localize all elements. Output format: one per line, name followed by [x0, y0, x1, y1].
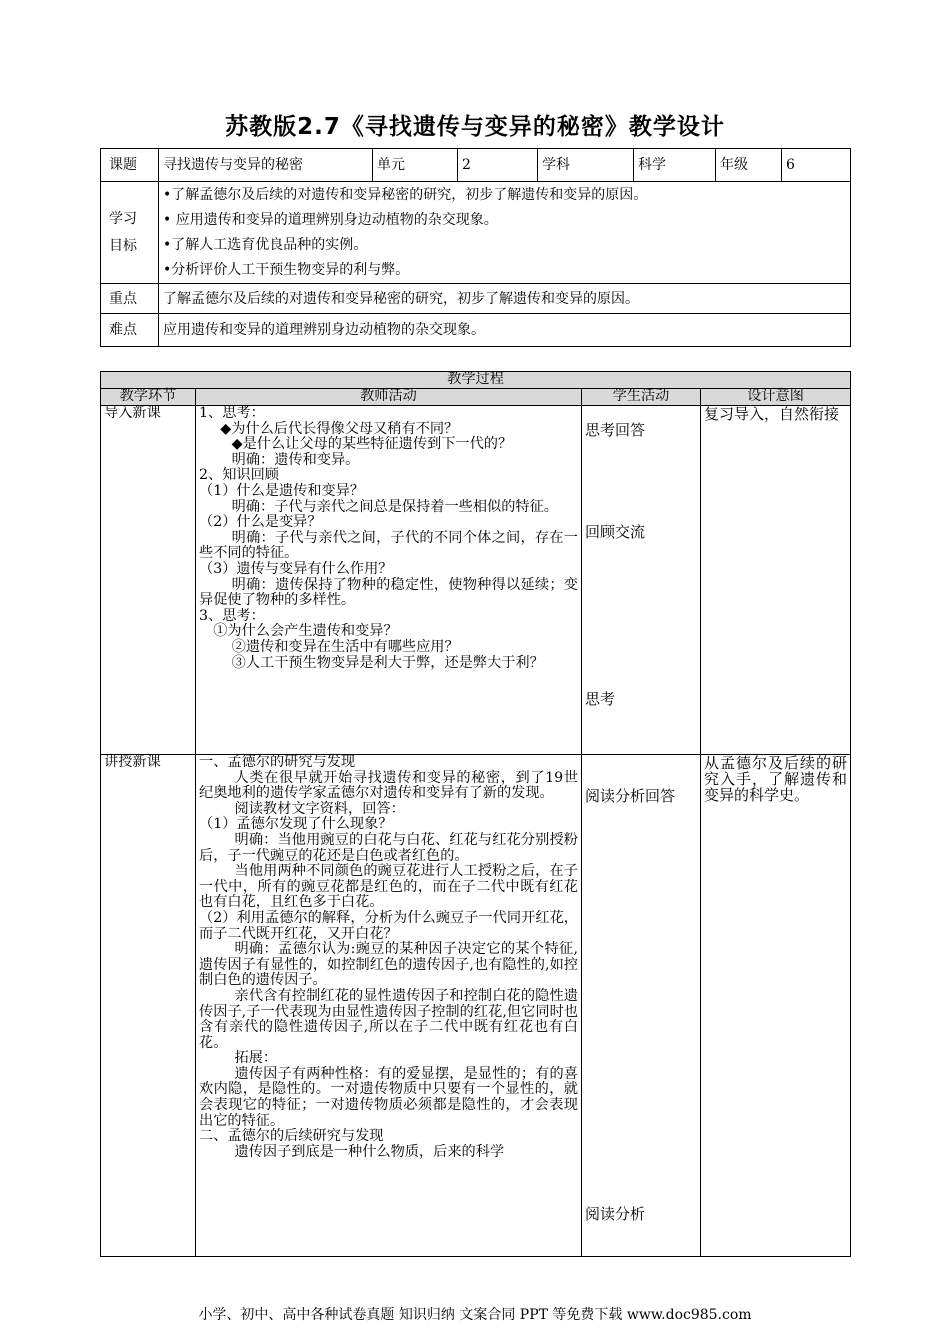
goal-item: •了解人工选育优良品种的实例。 [163, 236, 368, 253]
text-line: ◆为什么后代长得像父母又稍有不同？ [220, 420, 459, 437]
grade-label: 年级 [716, 149, 782, 182]
stage-cell: 导入新课 [101, 406, 196, 755]
student-activity-cell [582, 406, 701, 755]
text-line: （2）什么是变异？ [199, 514, 322, 531]
text-line: 二、孟德尔的后续研究与发现 [199, 1128, 384, 1145]
text-line: 明确：遗传保持了物种的稳定性，使物种得以延续；变异促使了物种的多样性。 [199, 576, 578, 609]
student-activity: 阅读分析回答 [585, 787, 676, 805]
text-line: 明确：当他用豌豆的白花与白花、红花与红花分别授粉后，子一代豌豆的花还是白色或者红色的。 [199, 831, 578, 864]
text-line: 明确：遗传和变异。 [231, 451, 360, 468]
col-header-student: 学生活动 [582, 389, 701, 406]
teacher-activity-cell [196, 406, 582, 755]
difficulty-label: 难点 [101, 314, 159, 347]
student-activity: 思考 [585, 690, 616, 708]
text-line: ①为什么会产生遗传和变异？ [213, 623, 398, 640]
subject-label: 学科 [538, 149, 634, 182]
process-header: 教学过程 [101, 372, 851, 389]
goal-item: •了解孟德尔及后续的对遗传和变异秘密的研究，初步了解遗传和变异的原因。 [163, 186, 648, 203]
col-header-stage: 教学环节 [101, 389, 196, 406]
text-line: 遗传因子有两种性格：有的爱显摆，是显性的；有的喜欢内隐，是隐性的。一对遗传物质中只要有一个显性的，就会表现它的特征；一对遗传物质必须都是隐性的，才会表现出它的特征。 [199, 1065, 578, 1129]
key-label: 重点 [101, 284, 159, 314]
key-text: 了解孟德尔及后续的对遗传和变异秘密的研究，初步了解遗传和变异的原因。 [159, 284, 851, 314]
text-line: 明确：孟德尔认为:豌豆的某种因子决定它的某个特征,遗传因子有显性的，如控制红色的遗传因子,也有隐性的,如控制白色的遗传因子。 [199, 941, 578, 989]
difficulty-text: 应用遗传和变异的道理辨别身边动植物的杂交现象。 [159, 314, 851, 347]
text-line: （2）利用孟德尔的解释，分析为什么豌豆子一代同开红花，而子二代既开红花，又开白花？ [199, 909, 578, 942]
text-line: 明确：子代与亲代之间总是保持着一些相似的特征。 [231, 498, 558, 515]
text-line: 3、思考： [199, 607, 265, 624]
student-activity-cell [582, 755, 701, 1257]
text-line: （3）遗传与变异有什么作用？ [199, 560, 393, 577]
text-line: 明确：子代与亲代之间，子代的不同个体之间，存在一些不同的特征。 [199, 529, 578, 562]
text-line: （1）什么是遗传和变异？ [199, 482, 365, 499]
stage-cell: 讲授新课 [101, 755, 196, 1257]
text-line: ◆是什么让父母的某些特征遗传到下一代的？ [231, 436, 513, 453]
page-title: 苏教版2.7《寻找遗传与变异的秘密》教学设计 [225, 114, 725, 140]
design-intent-cell: 复习导入，自然衔接 [701, 406, 851, 755]
student-activity: 回顾交流 [585, 523, 646, 541]
teacher-activity-cell [196, 755, 582, 1257]
col-header-intent: 设计意图 [701, 389, 851, 406]
text-line: （1）孟德尔发现了什么现象？ [199, 816, 393, 833]
course-value: 寻找遗传与变异的秘密 [159, 149, 373, 182]
course-label: 课题 [101, 149, 159, 182]
info-table [100, 148, 851, 347]
goal-item: • 应用遗传和变异的道理辨别身边动植物的杂交现象。 [163, 211, 498, 228]
design-intent-cell: 从孟德尔及后续的研究入手，了解遗传和变异的科学史。 [701, 755, 851, 1257]
footer: 小学、初中、高中各种试卷真题 知识归纳 文案合同 PPT 等免费下载 www.doc985.com [198, 1307, 752, 1323]
student-activity: 阅读分析 [585, 1205, 646, 1223]
text-line: 2、知识回顾 [199, 467, 279, 484]
text-line: ③人工干预生物变异是利大于弊，还是弊大于利？ [231, 654, 544, 671]
goals-label [101, 182, 159, 284]
text-line: 拓展： [234, 1050, 278, 1067]
text-line: 当他用两种不同颜色的豌豆花进行人工授粉之后，在子一代中，所有的豌豆花都是红色的，而在子二代中既有红花也有白花，且红色多于白花。 [199, 863, 578, 911]
student-activity: 思考回答 [585, 421, 646, 439]
text-line: ②遗传和变异在生活中有哪些应用？ [231, 638, 459, 655]
text-line: 阅读教材文字资料，回答： [234, 800, 405, 817]
text-line: 人类在很早就开始寻找遗传和变异的秘密，到了19世纪奥地利的遗传学家孟德尔对遗传和变异有了新的发现。 [199, 769, 578, 802]
text-line: 1、思考： [199, 405, 265, 421]
unit-label: 单元 [373, 149, 458, 182]
col-header-teacher: 教师活动 [196, 389, 582, 406]
unit-value: 2 [458, 149, 538, 182]
subject-value: 科学 [634, 149, 716, 182]
text-line: 一、孟德尔的研究与发现 [199, 754, 356, 770]
process-table [100, 371, 851, 1257]
text-line: 亲代含有控制红花的显性遗传因子和控制白花的隐性遗传因子,子一代表现为由显性遗传因子控制的红花,但它同时也含有亲代的隐性遗传因子,所以在子二代中既有红花也有白花。 [199, 987, 578, 1051]
goals-label-line: 学习 [109, 210, 137, 227]
grade-value: 6 [782, 149, 851, 182]
text-line: 遗传因子到底是一种什么物质，后来的科学 [234, 1143, 505, 1160]
goals-cell [159, 182, 851, 284]
goals-label-line: 目标 [109, 237, 137, 254]
goal-item: •分析评价人工干预生物变异的利与弊。 [163, 261, 410, 278]
